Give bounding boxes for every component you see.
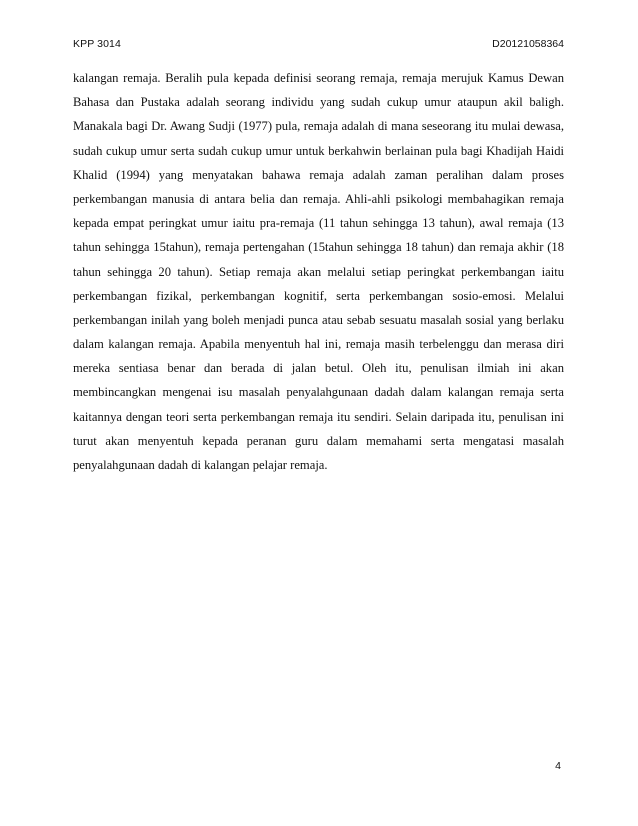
- paragraph-line: kaitannya dengan teori serta perkembangan remaja itu sendiri. Selain daripada itu, penulisan ini: [73, 409, 564, 424]
- paragraph-line: Manakala bagi Dr. Awang Sudji (1977) pula, remaja adalah di mana seseorang itu mulai dewasa,: [73, 119, 564, 134]
- paragraph-line: turut akan menyentuh kepada peranan guru dalam memahami serta mengatasi masalah: [73, 433, 564, 448]
- paragraph-line: membincangkan mengenai isu masalah penyalahgunaan dadah dalam kalangan remaja serta: [73, 385, 564, 400]
- paragraph-line: dalam kalangan remaja. Apabila menyentuh hal ini, remaja masih terbelenggu dan merasa diri: [73, 337, 564, 352]
- paragraph-line: Khalid (1994) yang menyatakan bahawa remaja adalah zaman peralihan dalam proses: [73, 167, 564, 182]
- paragraph-line: penyalahgunaan dadah di kalangan pelajar remaja.: [73, 458, 328, 472]
- body-paragraph: [73, 66, 564, 477]
- header-student-id: D20121058364: [492, 38, 564, 50]
- paragraph-line: kalangan remaja. Beralih pula kepada definisi seorang remaja, remaja merujuk Kamus Dewan: [73, 71, 564, 85]
- paragraph-line: perkembangan fizikal, perkembangan kognitif, serta perkembangan sosio-emosi. Melalui: [73, 288, 564, 303]
- page-number: 4: [555, 760, 561, 772]
- paragraph-line: tahun sehingga 20 tahun). Setiap remaja akan melalui setiap peringkat perkembangan iaitu: [73, 264, 564, 279]
- paragraph-line: kepada empat peringkat umur iaitu pra-remaja (11 tahun sehingga 13 tahun), awal remaja (13: [73, 216, 564, 231]
- paragraph-line: perkembangan inilah yang boleh menjadi punca atau sebab sesuatu masalah sosial yang berlaku: [73, 312, 564, 327]
- paragraph-line: mereka sentiasa benar dan berada di jalan betul. Oleh itu, penulisan ilmiah ini akan: [73, 361, 564, 376]
- header-course-code: KPP 3014: [73, 38, 121, 50]
- paragraph-line: sudah cukup umur serta sudah cukup umur untuk berkahwin berlainan pula bagi Khadijah Haidi: [73, 143, 564, 158]
- paragraph-line: Bahasa dan Pustaka adalah seorang individu yang sudah cukup umur ataupun akil baligh.: [73, 95, 564, 110]
- paragraph-line: tahun sehingga 15tahun), remaja pertengahan (15tahun sehingga 18 tahun) dan remaja akhir (18: [73, 240, 564, 255]
- paragraph-line: perkembangan manusia di antara belia dan remaja. Ahli-ahli psikologi membahagikan remaja: [73, 191, 564, 206]
